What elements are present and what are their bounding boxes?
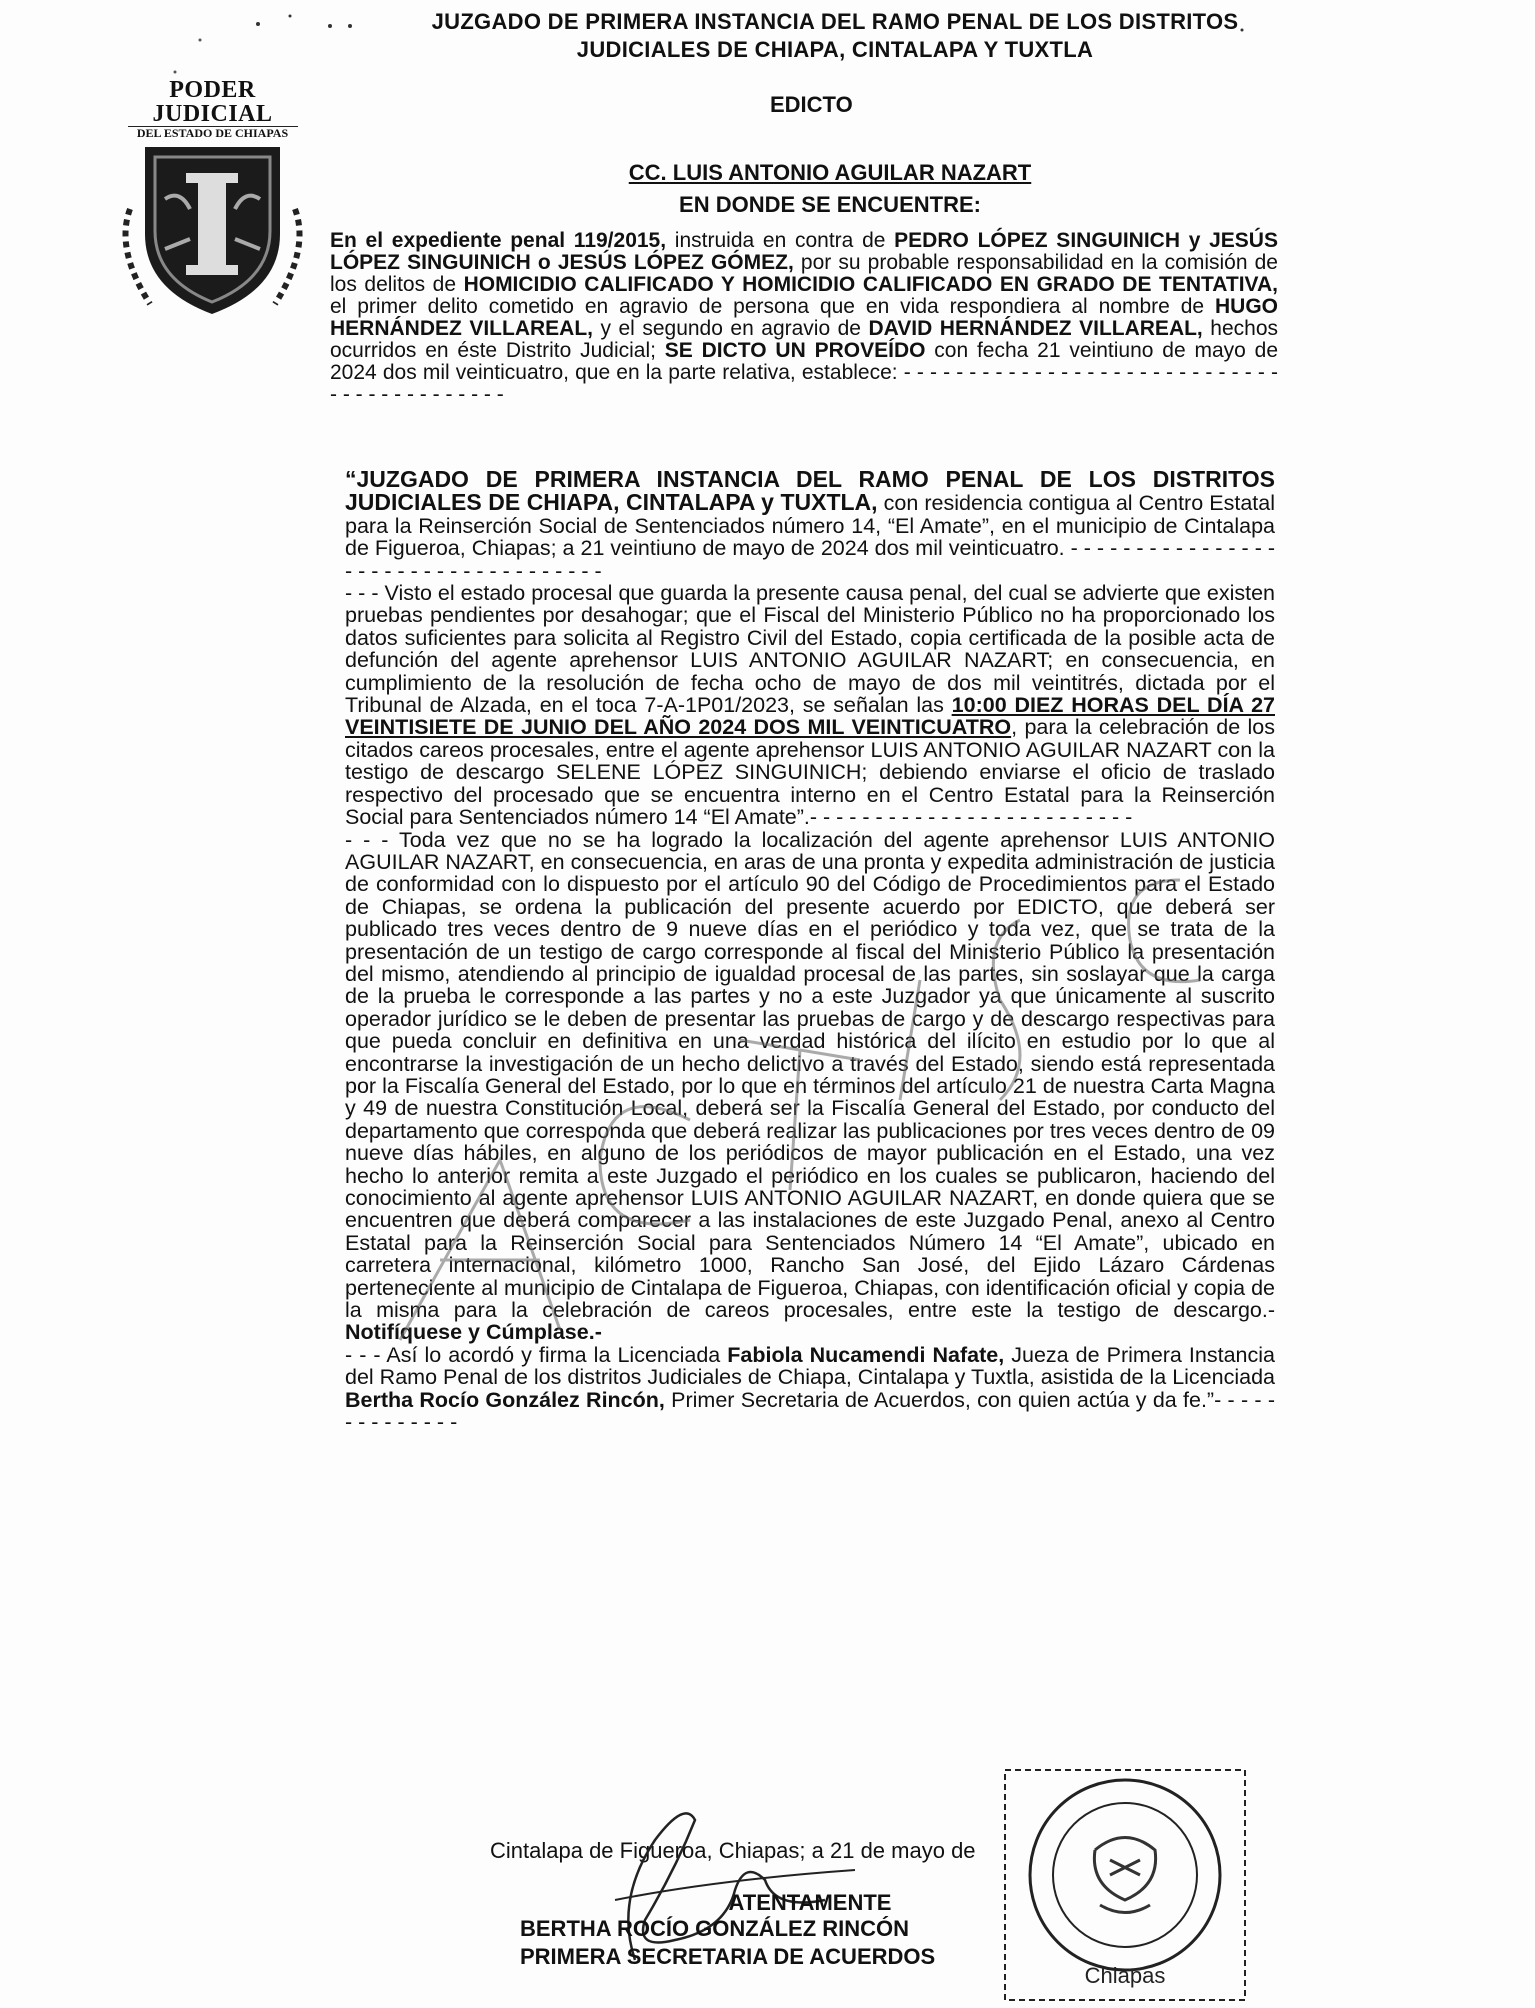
signer-name: BERTHA ROCÍO GONZÁLEZ RINCÓN: [520, 1916, 910, 1941]
logo-subtitle: DEL ESTADO DE CHIAPAS: [128, 126, 298, 139]
coat-of-arms-icon: [110, 139, 315, 319]
court-header-line1: JUZGADO DE PRIMERA INSTANCIA DEL RAMO PENAL DE LOS DISTRITOS: [431, 9, 1239, 34]
resolution-text: - - - Así lo acordó y firma la Licenciada: [345, 1342, 728, 1367]
defendants: PEDRO LÓPEZ SINGUINICH y JESÚS LÓPEZ SINGUINICH o JESÚS LÓPEZ GÓMEZ,: [330, 229, 1278, 274]
intro-paragraph: [330, 230, 1278, 406]
resolution-text: con residencia contigua al Centro Estatal para la Reinserción Social de Sentenciados número 14, “El Amate”, en el municipio de Cintalapa de Figueroa, Chiapas; a 21 veintiuno de mayo de 2024 dos mil veinticuatro. - - - - - - - - - - - - - - - - - - - - - - - - - - - - - - - - - - - -: [345, 491, 1275, 583]
logo-title: PODER JUDICIAL: [152, 77, 273, 127]
court-header: [330, 8, 1340, 64]
addressee-name: CC. LUIS ANTONIO AGUILAR NAZART: [628, 160, 1032, 185]
victim-2: DAVID HERNÁNDEZ VILLAREAL,: [868, 317, 1203, 340]
notify-comply: Notifíquese y Cúmplase.-: [345, 1320, 602, 1345]
intro-text: instruida en contra de: [666, 229, 895, 252]
victim-1: HUGO HERNÁNDEZ VILLAREAL,: [330, 295, 1278, 340]
resolution-paragraph-1: [345, 468, 1275, 582]
case-number: En el expediente penal 119/2015,: [330, 229, 667, 252]
resolution-paragraph-4: [345, 1344, 1275, 1434]
intro-text: el primer delito cometido en agravio de persona que en vida respondiera al nombre de: [330, 295, 1215, 318]
resolution-text: - - - Visto el estado procesal que guarda la presente causa penal, del cual se advierte que existen pruebas pendientes por desahogar; que el Fiscal del Ministerio Público no ha proporcionado los datos suficientes para solicita al Registro Civil del Estado, copia certificada de la posible acta de defunción del agente aprehensor LUIS ANTONIO AGUILAR NAZART; en consecuencia, en cumplimiento de la resolución de fecha ocho de mayo de dos mil veintitrés, dictada por el Tribunal de Alzada, en el toca 7-A-1P01/2023, se señalan las: [345, 581, 1275, 718]
resolution-text: , para la celebración de los citados careos procesales, entre el agente aprehensor LUIS ANTONIO AGUILAR NAZART con la testigo de descargo SELENE LÓPEZ SINGUINICH; debiendo enviarse el oficio de traslado respectivo del procesado que se encuentra interno en el Centro Estatal para la Reinserción Social para Sentenciados número 14 “El Amate”.- - - - - - - - - - - - - - - - - - - - - - - - -: [345, 715, 1275, 830]
resolution-text: - - - Toda vez que no se ha logrado la localización del agente aprehensor LUIS ANTONIO AGUILAR NAZART, en consecuencia, en aras de una pronta y expedita administración de justicia de conformidad con lo dispuesto por el artículo 90 del Código de Procedimientos para el Estado de Chiapas, se ordena la publicación del presente acuerdo por EDICTO, que deberá ser publicado tres veces dentro de 9 nueve días en el periódico y toda vez, que se trata de la presentación de un testigo de cargo corresponde al fiscal del Ministerio Público la presentación del mismo, atendiendo al principio de igualdad procesal de las partes, sin soslayar que la carga de la prueba le corresponde a las partes y no a este Juzgador ya que únicamente al suscrito operador jurídico se le deben de presentar las pruebas de cargo y de descargo respectivas para que pueda concluir en definitiva en una verdad histórica del ilícito en estudio por lo que al encontrarse la investigación de un hecho delictivo a través del Estado, siendo está representada por la Fiscalía General del Estado, por lo que en términos del artículo 21 de nuestra Carta Magna y 49 de nuestra Constitución Local, deberá ser la Fiscalía General del Estado, por conducto del departamento que corresponda que deberá realizar las publicaciones por tres veces dentro de 09 nueve días hábiles, en alguno de los periódicos de mayor publicación en el Estado, una vez hecho lo anterior remita a este Juzgado el periódico en los cuales se publicaron, haciendo del conocimiento al agente aprehensor LUIS ANTONIO AGUILAR NAZART, en donde quiera que se encuentren que deberá comparecer a las instalaciones de este Juzgado Penal, anexo al Centro Estatal para la Reinserción Social para Sentenciados Número 14 “El Amate”, ubicado en carretera internacional, kilómetro 1000, Rancho San José, del Ejido Lázaro Cárdenas perteneciente al municipio de Cintalapa de Figueroa, Chiapas, con identificación oficial y copia de la misma para la celebración de careos procesales, entre este la testigo de descargo.-: [345, 827, 1275, 1323]
poder-judicial-logo: [110, 78, 315, 298]
intro-text: hechos ocurridos en éste Distrito Judicial;: [330, 317, 1278, 362]
seal-text: Chiapas: [1084, 1963, 1166, 1988]
intro-text: y el segundo en agravio de: [593, 317, 869, 340]
crimes: HOMICIDIO CALIFICADO Y HOMICIDIO CALIFICADO EN GRADO DE TENTATIVA,: [463, 273, 1278, 296]
intro-text: con fecha 21 veintiuno de mayo de 2024 dos mil veinticuatro, que en la parte relativa, establece: - - - - - - - - - - - - - - - - - - - - - - - - - - - - - - - - - - - - - - - - - - -: [330, 339, 1278, 406]
court-header-line2: JUDICIALES DE CHIAPA, CINTALAPA Y TUXTLA: [576, 37, 1094, 62]
ruling-heading: SE DICTO UN PROVEÍDO: [664, 339, 926, 362]
resolution-court-header: “JUZGADO DE PRIMERA INSTANCIA DEL RAMO PENAL DE LOS DISTRITOS JUDICIALES DE CHIAPA, CINTALAPA y TUXTLA,: [345, 466, 1275, 516]
addressee-location: EN DONDE SE ENCUENTRE:: [679, 192, 981, 217]
resolution-text: Primer Secretaria de Acuerdos, con quien actúa y da fe.”- - - - - - - - - - - - - -: [345, 1387, 1276, 1435]
document-type: EDICTO: [770, 92, 853, 117]
resolution-body: [345, 468, 1275, 1433]
secretary-name: Bertha Rocío González Rincón,: [345, 1387, 665, 1412]
judge-name: Fabiola Nucamendi Nafate,: [727, 1342, 1005, 1367]
hearing-date: 10:00 DIEZ HORAS DEL DÍA 27 VEINTISIETE DE JUNIO DEL AÑO 2024 DOS MIL VEINTICUATRO: [345, 693, 1275, 740]
court-seal: [1000, 1765, 1250, 2008]
resolution-paragraph-3: [345, 829, 1275, 1344]
signer-title: PRIMERA SECRETARIA DE ACUERDOS: [520, 1944, 936, 1969]
resolution-text: Jueza de Primera Instancia del Ramo Penal de los distritos Judiciales de Chiapa, Cintalapa y Tuxtla, asistida de la Licenciada: [345, 1342, 1275, 1390]
place-date: Cintalapa de Figueroa, Chiapas; a 21 de mayo de: [490, 1838, 976, 1863]
intro-text: por su probable responsabilidad en la comisión de los delitos de: [330, 251, 1278, 296]
atentamente: ATENTAMENTE: [728, 1890, 892, 1915]
resolution-paragraph-2: [345, 582, 1275, 828]
